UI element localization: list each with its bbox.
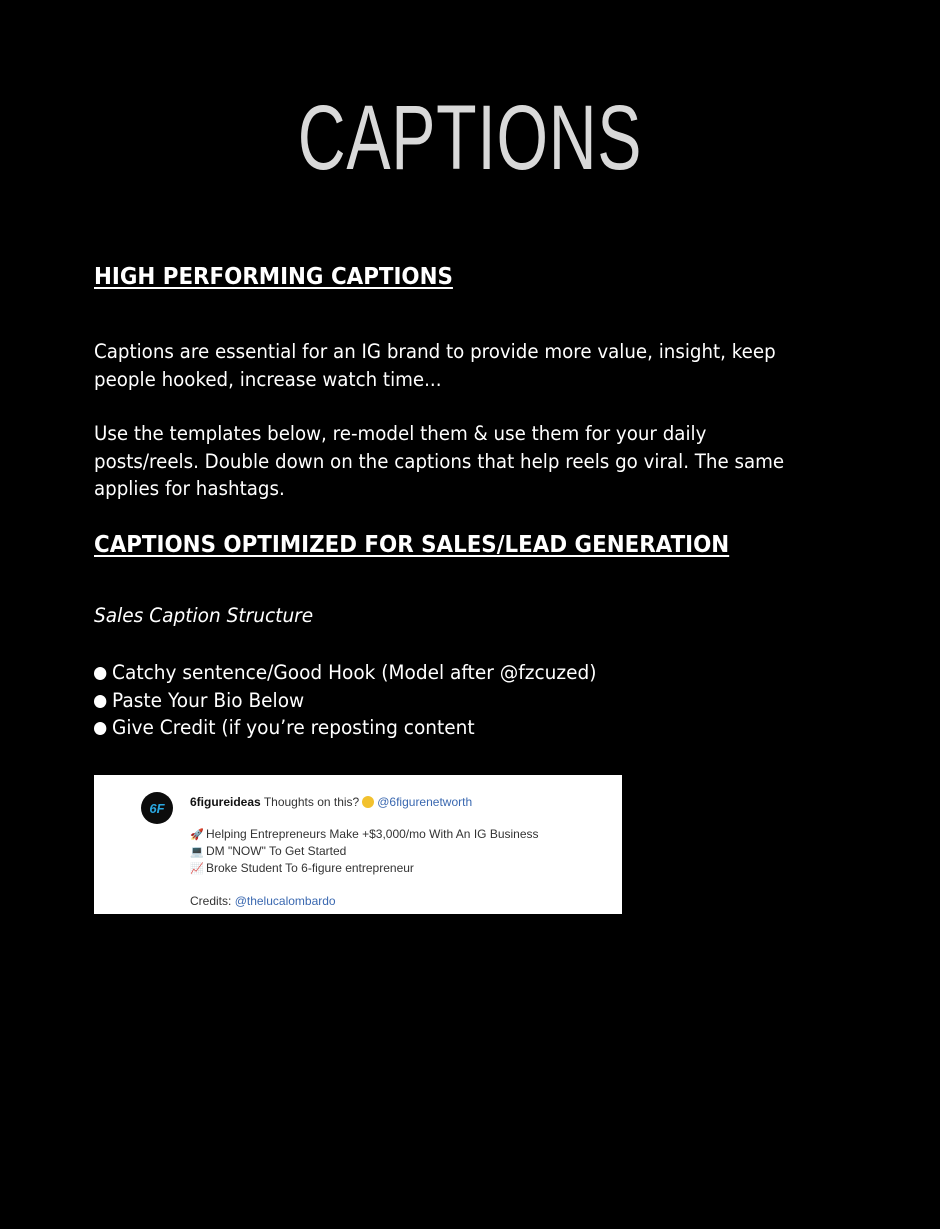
thinking-face-icon (362, 796, 374, 808)
list-item: Catchy sentence/Good Hook (Model after @fzcuzed) (94, 659, 597, 687)
sales-caption-structure-label: Sales Caption Structure (94, 604, 314, 627)
list-item: Paste Your Bio Below (94, 687, 597, 715)
intro-paragraph: Captions are essential for an IG brand to provide more value, insight, keep people hooked, increase watch time... (94, 340, 776, 391)
list-item: Give Credit (if you’re reposting content (94, 714, 597, 742)
example-caption-screenshot (94, 775, 622, 914)
caption-line: 🚀 Helping Entrepreneurs Make +$3,000/mo With An IG Business (190, 827, 539, 841)
section-heading-high-performing: HIGH PERFORMING CAPTIONS (94, 264, 453, 290)
caption-first-line (190, 795, 472, 809)
caption-text: Thoughts on this? (263, 795, 360, 809)
credits-label: Credits: (190, 894, 232, 908)
bullet-icon (94, 695, 106, 708)
caption-line: 💻 DM "NOW" To Get Started (190, 844, 347, 858)
section-heading-sales-captions: CAPTIONS OPTIMIZED FOR SALES/LEAD GENERATION (94, 532, 730, 558)
credits-line (190, 894, 336, 908)
page-title: CAPTIONS (297, 87, 643, 189)
mention-link: @6figurenetworth (377, 795, 473, 809)
templates-paragraph: Use the templates below, re-model them & use them for your daily posts/reels. Double down on the captions that help reels go viral. The same applies for hashtags. (94, 422, 785, 500)
username: 6figureideas (190, 795, 261, 809)
bullet-icon (94, 722, 106, 735)
avatar: 6F (141, 792, 173, 824)
bullet-icon (94, 667, 106, 680)
caption-line: 📈 Broke Student To 6-figure entrepreneur (190, 861, 414, 875)
rocket-icon: 🚀 (190, 829, 204, 841)
chart-icon: 📈 (190, 863, 204, 875)
credits-handle: @thelucalombardo (234, 894, 336, 908)
caption-structure-list (94, 659, 597, 742)
laptop-icon: 💻 (190, 846, 204, 858)
